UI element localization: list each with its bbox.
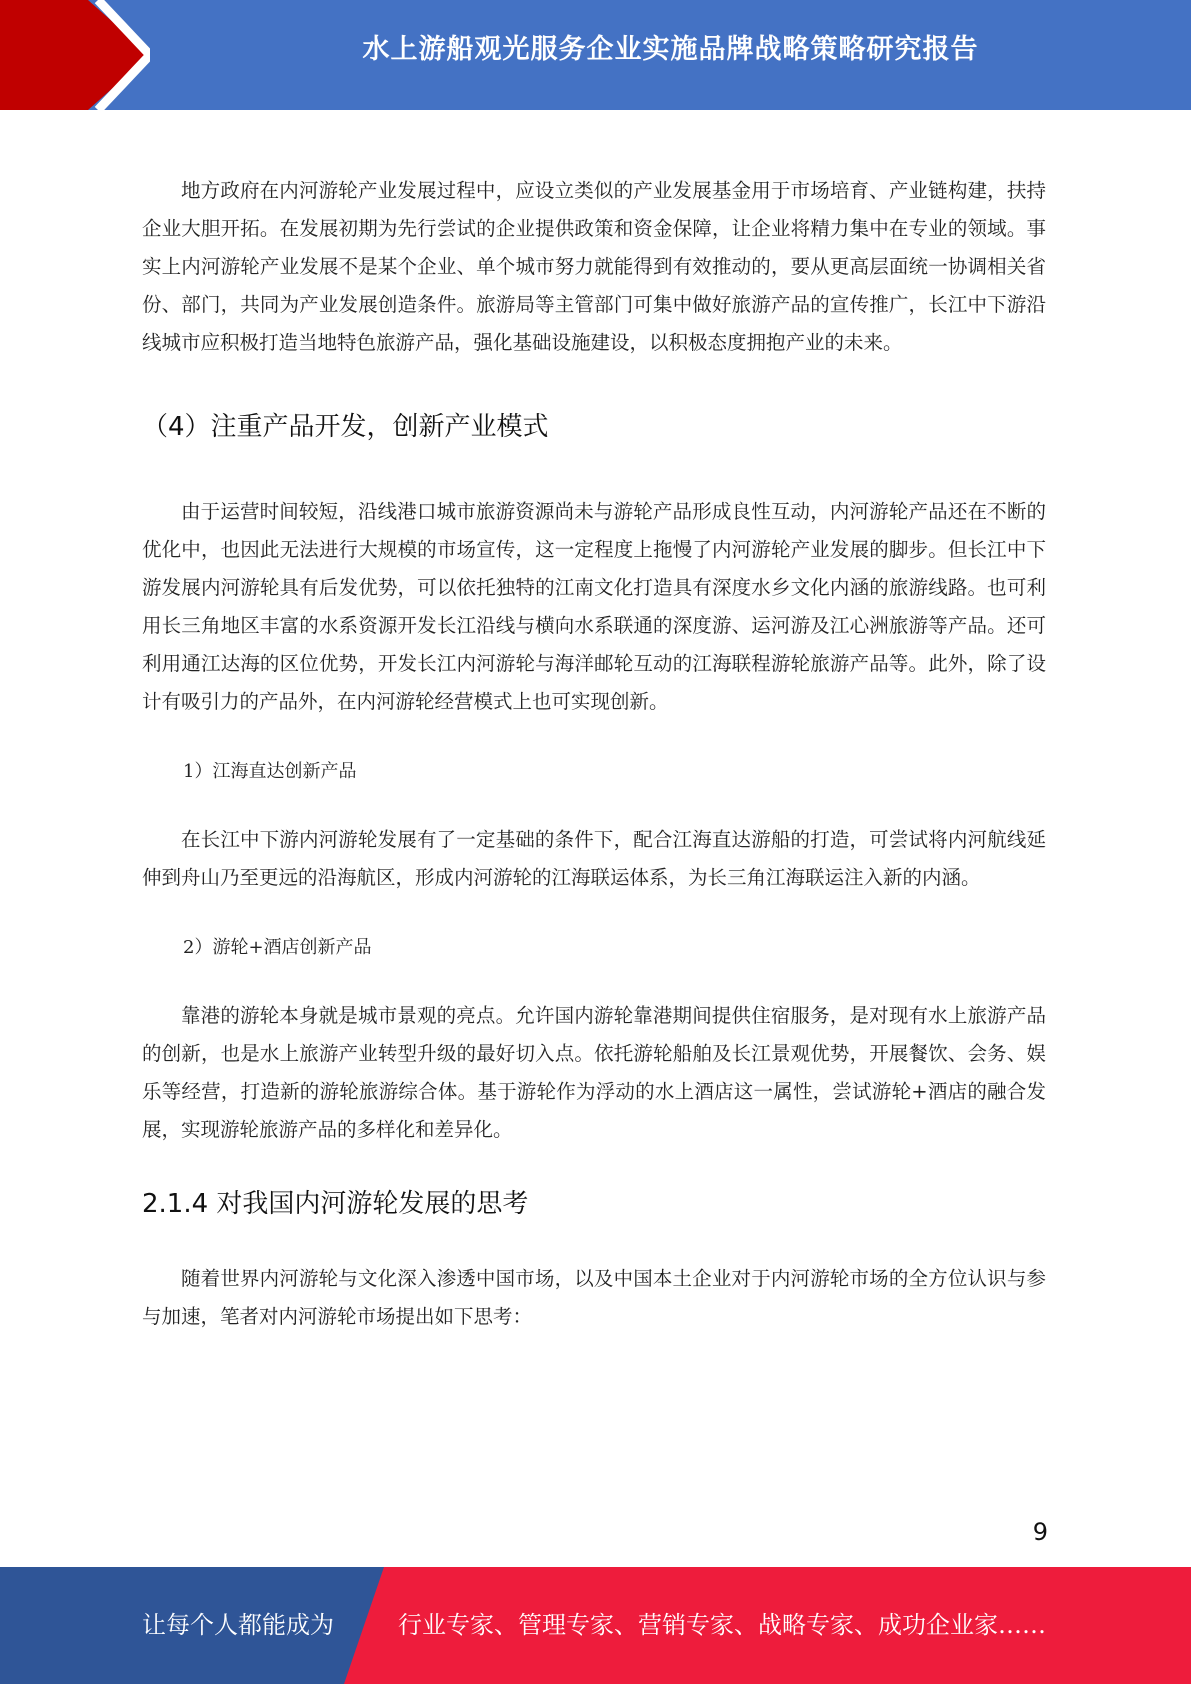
footer-slogan-right: 行业专家、管理专家、营销专家、战略专家、成功企业家…… <box>398 1611 1046 1639</box>
footer-slogan-left: 让每个人都能成为 <box>142 1611 334 1639</box>
paragraph-cruise-hotel-product: 靠港的游轮本身就是城市景观的亮点。允许国内游轮靠港期间提供住宿服务，是对现有水上旅游产品的创新，也是水上旅游产业转型升级的最好切入点。依托游轮船舶及长江景观优势，开展餐饮、会务、娱乐等经营，打造新的游轮旅游综合体。基于游轮作为浮动的水上酒店这一属性，尝试游轮+酒店的融合发展，实现游轮旅游产品的多样化和差异化。 <box>142 1004 1046 1141</box>
paragraph-river-sea-product: 在长江中下游内河游轮发展有了一定基础的条件下，配合江海直达游船的打造，可尝试将内河航线延伸到舟山乃至更远的沿海航区，形成内河游轮的江海联运体系，为长三角江海联运注入新的内涵。 <box>142 828 1046 889</box>
paragraph-thoughts-intro: 随着世界内河游轮与文化深入渗透中国市场，以及中国本土企业对于内河游轮市场的全方位认识与参与加速，笔者对内河游轮市场提出如下思考： <box>142 1267 1046 1328</box>
page-footer <box>0 1567 1191 1684</box>
subitem-river-sea-product: 1）江海直达创新产品 <box>183 761 357 782</box>
header-chevron-decoration <box>0 0 150 110</box>
subitem-cruise-hotel-product: 2）游轮+酒店创新产品 <box>183 937 372 958</box>
paragraph-government-fund: 地方政府在内河游轮产业发展过程中，应设立类似的产业发展基金用于市场培育、产业链构建，扶持企业大胆开拓。在发展初期为先行尝试的企业提供政策和资金保障，让企业将精力集中在专业的领域。事实上内河游轮产业发展不是某个企业、单个城市努力就能得到有效推动的，要从更高层面统一协调相关省份、部门，共同为产业发展创造条件。旅游局等主管部门可集中做好旅游产品的宣传推广，长江中下游沿线城市应积极打造当地特色旅游产品，强化基础设施建设，以积极态度拥抱产业的未来。 <box>142 179 1046 354</box>
header-title: 水上游船观光服务企业实施品牌战略策略研究报告 <box>362 34 979 65</box>
document-body <box>142 172 1046 1336</box>
page-number: 9 <box>1032 1518 1048 1546</box>
paragraph-product-development: 由于运营时间较短，沿线港口城市旅游资源尚未与游轮产品形成良性互动，内河游轮产品还在不断的优化中，也因此无法进行大规模的市场宣传，这一定程度上拖慢了内河游轮产业发展的脚步。但长江中下游发展内河游轮具有后发优势，可以依托独特的江南文化打造具有深度水乡文化内涵的旅游线路。也可利用长三角地区丰富的水系资源开发长江沿线与横向水系联通的深度游、运河游及江心洲旅游等产品。还可利用通江达海的区位优势，开发长江内河游轮与海洋邮轮互动的江海联程游轮旅游产品等。此外，除了设计有吸引力的产品外，在内河游轮经营模式上也可实现创新。 <box>142 500 1046 713</box>
page-header <box>0 0 1191 110</box>
section-heading-product-development: （4）注重产品开发，创新产业模式 <box>142 412 549 442</box>
section-heading-2-1-4: 2.1.4 对我国内河游轮发展的思考 <box>142 1189 529 1219</box>
